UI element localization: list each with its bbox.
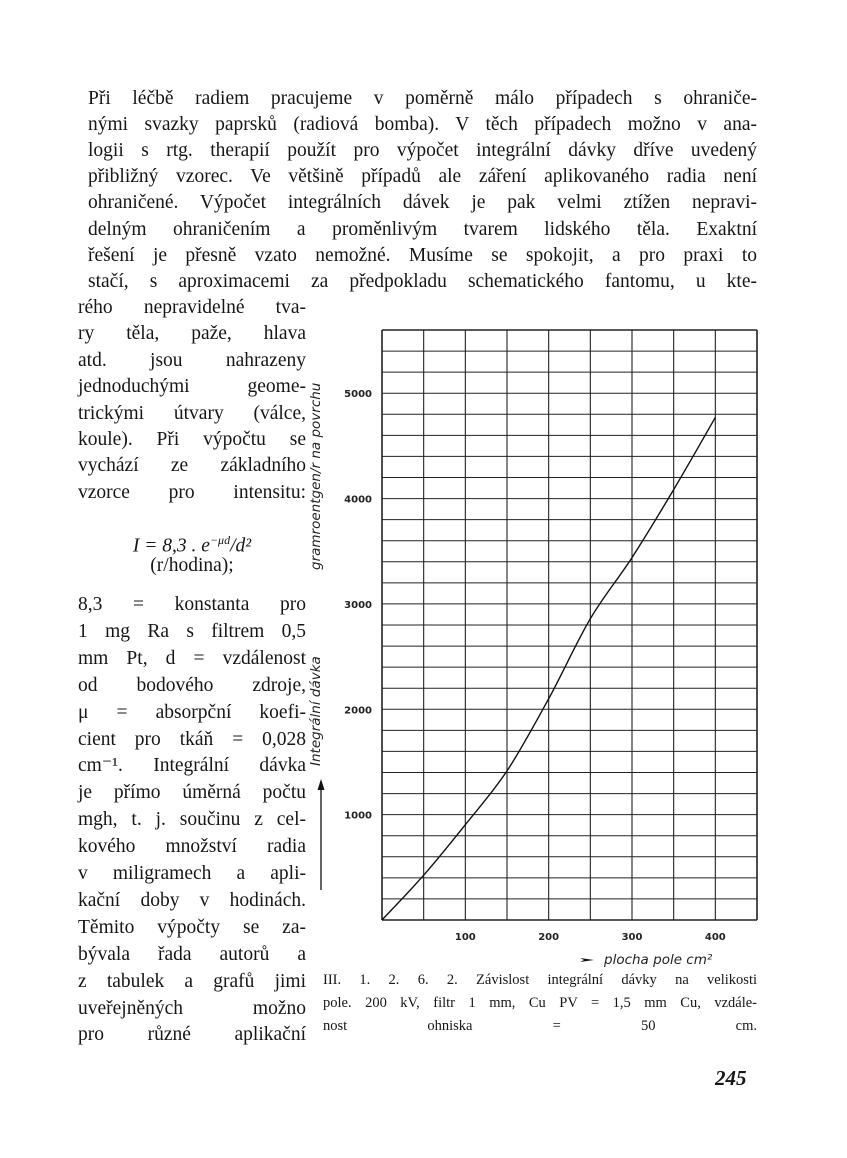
- text-line: od bodového zdroje,: [78, 674, 306, 696]
- x-tick-label: 300: [621, 932, 643, 943]
- text-line: vzorce pro intensitu:: [78, 481, 306, 503]
- text-line: cient pro tkáň = 0,028: [78, 728, 306, 750]
- caption-line: nost ohniska = 50 cm.: [323, 1018, 757, 1034]
- text-line: 1 mg Ra s filtrem 0,5: [78, 620, 306, 642]
- x-tick-label: 100: [454, 932, 476, 943]
- chart-grid: [382, 330, 757, 920]
- text-line: v miligramech a apli-: [78, 863, 306, 884]
- x-axis-label: plocha pole cm²: [604, 952, 713, 968]
- y-tick-label: 1000: [344, 810, 372, 822]
- x-tick-label: 200: [538, 932, 560, 943]
- text-line: mm Pt, d = vzdálenost: [78, 647, 306, 669]
- text-line: rého nepravidelné tva-: [78, 297, 306, 318]
- text-line: uveřejněných možno: [78, 997, 306, 1019]
- y-axis-arrow-icon: [318, 779, 325, 890]
- text-line: ohraničené. Výpočet integrálních dávek je pak velmi ztížen nepravi-: [88, 192, 757, 214]
- text-line: je přímo úměrná počtu: [78, 782, 306, 804]
- text-line: přibližný vzorec. Ve většině případů ale záření aplikovaného radia není: [88, 166, 757, 188]
- text-line: trickými útvary (válce,: [78, 402, 306, 424]
- text-line: bývala řada autorů a: [78, 943, 306, 965]
- text-line: delným ohraničením a proměnlivým tvarem lidského těla. Exaktní: [88, 218, 757, 240]
- formula-exponent: −μd: [209, 533, 231, 547]
- y-axis-label-bottom: Integrální dávka: [308, 656, 324, 766]
- text-line: μ = absorpční koefi-: [78, 701, 306, 723]
- y-tick-label: 3000: [344, 599, 372, 611]
- text-line: atd. jsou nahrazeny: [78, 349, 306, 371]
- text-line: kového množství radia: [78, 836, 306, 858]
- text-line: řešení je přesně vzato nemožné. Musíme se spokojit, a pro praxi to: [88, 244, 757, 266]
- text-line: logii s rtg. therapií použít pro výpočet integrální dávky dříve uvedený: [88, 140, 757, 162]
- text-line: z tabulek a grafů jimi: [78, 970, 306, 992]
- text-line: kační doby v hodinách.: [78, 889, 306, 911]
- y-tick-label: 4000: [344, 494, 372, 506]
- y-tick-label: 5000: [344, 389, 372, 401]
- caption-line: III. 1. 2. 6. 2. Závislost integrální dávky na velikosti: [323, 972, 757, 988]
- text-line: ry těla, paže, hlava: [78, 323, 306, 345]
- text-line: stačí, s aproximacemi za předpokladu schematického fantomu, u kte-: [88, 270, 757, 292]
- formula-main: I = 8,3 . e: [132, 535, 210, 557]
- text-line: 8,3 = konstanta pro: [78, 594, 306, 615]
- formula-tail: /d²: [230, 535, 252, 557]
- page-number: 245: [715, 1066, 747, 1090]
- y-tick-label: 2000: [344, 705, 372, 717]
- text-line: cm⁻¹. Integrální dávka: [78, 755, 306, 777]
- x-axis-arrow-icon: [580, 958, 594, 962]
- text-line: vychází ze základního: [78, 455, 306, 477]
- caption-line: pole. 200 kV, filtr 1 mm, Cu PV = 1,5 mm Cu, vzdále-: [323, 995, 757, 1011]
- x-tick-label: 400: [704, 932, 726, 943]
- text-line: nými svazky paprsků (radiová bomba). V těch případech možno v ana-: [88, 114, 757, 136]
- text-line: jednoduchými geome-: [78, 376, 306, 398]
- text-line: Při léčbě radiem pracujeme v poměrně málo případech s ohraniče-: [88, 88, 757, 109]
- y-axis-label-top: gramroentgen/r na povrchu: [308, 382, 324, 570]
- text-line: pro různé aplikační: [78, 1024, 306, 1046]
- formula-unit: (r/hodina);: [150, 555, 234, 576]
- text-line: koule). Při výpočtu se: [78, 429, 306, 450]
- text-line: Těmito výpočty se za-: [78, 916, 306, 938]
- text-line: mgh, t. j. součinu z cel-: [78, 809, 306, 831]
